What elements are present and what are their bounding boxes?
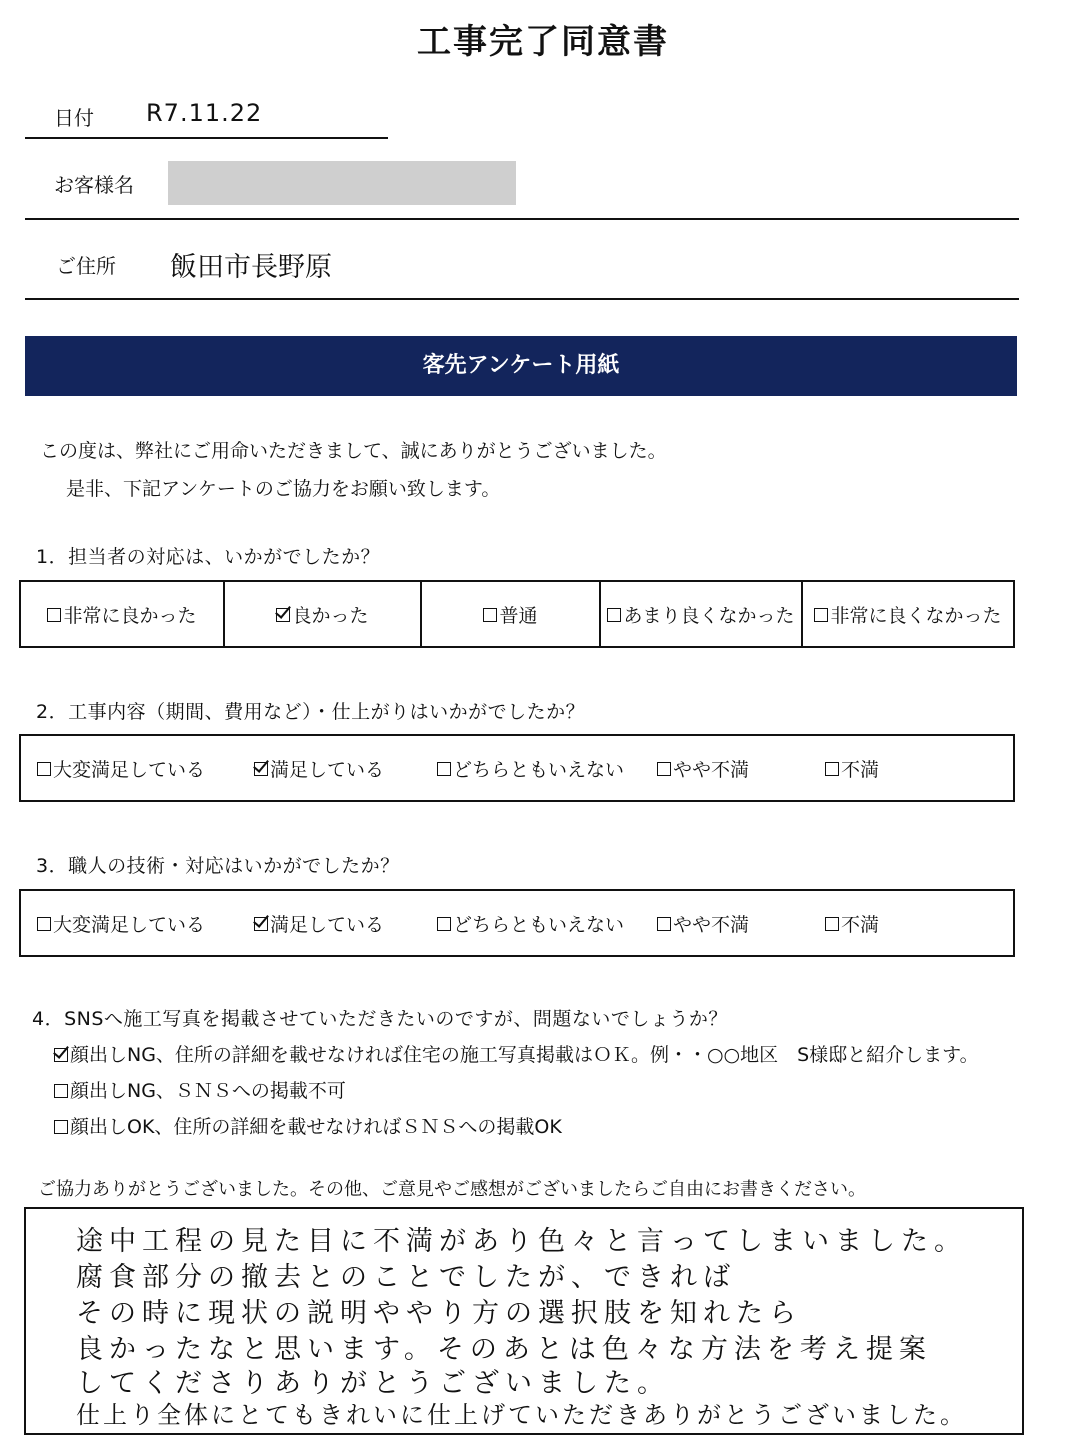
- checked-checkbox-icon[interactable]: [54, 1048, 68, 1062]
- q1-options: [19, 580, 1015, 648]
- q2-option[interactable]: やや不満: [657, 736, 749, 800]
- checked-checkbox-icon[interactable]: [276, 608, 290, 622]
- date-label: 日付: [54, 106, 94, 130]
- q2-text: 2．工事内容（期間、費用など）・仕上がりはいかがでしたか？: [36, 701, 586, 723]
- date-value: R7.11.22: [146, 99, 263, 127]
- checked-checkbox-icon[interactable]: [254, 917, 268, 931]
- q4-text: 4．SNSへ施工写真を掲載させていただきたいのですが、問題ないでしょうか？: [32, 1008, 728, 1030]
- q3-text: 3．職人の技術・対応はいかがでしたか？: [36, 855, 400, 877]
- checkbox-icon[interactable]: [54, 1120, 68, 1134]
- checkbox-icon[interactable]: [437, 917, 451, 931]
- checked-checkbox-icon[interactable]: [254, 762, 268, 776]
- customer-label: お客様名: [54, 173, 134, 197]
- date-underline: [25, 137, 388, 139]
- checkbox-icon[interactable]: [607, 608, 621, 622]
- checkbox-icon[interactable]: [657, 762, 671, 776]
- checkbox-icon[interactable]: [814, 608, 828, 622]
- q2-option[interactable]: 大変満足している: [37, 736, 205, 800]
- intro-line-2: 是非、下記アンケートのご協力をお願い致します。: [66, 478, 501, 500]
- q1-option[interactable]: 非常に良かった: [21, 582, 223, 646]
- q3-option[interactable]: どちらともいえない: [437, 891, 624, 955]
- comment-prompt: ご協力ありがとうございました。その他、ご意見やご感想がございましたらご自由にお書きください。: [38, 1179, 866, 1200]
- q2-option[interactable]: どちらともいえない: [437, 736, 624, 800]
- document-title: 工事完了同意書: [417, 22, 669, 62]
- comment-box: [24, 1207, 1024, 1435]
- customer-name-redaction: [168, 161, 516, 205]
- checkbox-icon[interactable]: [825, 917, 839, 931]
- comment-line: 仕上り全体にとてもきれいに仕上げていただきありがとうございました。: [76, 1401, 967, 1429]
- q1-option[interactable]: 非常に良くなかった: [801, 582, 1013, 646]
- q2-option[interactable]: 不満: [825, 736, 879, 800]
- checkbox-icon[interactable]: [37, 917, 51, 931]
- checkbox-icon[interactable]: [657, 917, 671, 931]
- address-label: ご住所: [56, 254, 116, 278]
- checkbox-icon[interactable]: [54, 1084, 68, 1098]
- q4-option[interactable]: 顔出しNG、ＳＮＳへの掲載不可: [54, 1076, 346, 1103]
- comment-line: 腐食部分の撤去とのことでしたが、できれば: [76, 1262, 736, 1293]
- checkbox-icon[interactable]: [483, 608, 497, 622]
- customer-underline: [25, 218, 1019, 220]
- checkbox-icon[interactable]: [437, 762, 451, 776]
- q3-option[interactable]: 大変満足している: [37, 891, 205, 955]
- q1-option[interactable]: あまり良くなかった: [599, 582, 801, 646]
- q3-option[interactable]: 満足している: [254, 891, 384, 955]
- comment-line: 良かったなと思います。そのあとは色々な方法を考え提案: [76, 1334, 932, 1365]
- intro-line-1: この度は、弊社にご用命いただきまして、誠にありがとうございました。: [40, 440, 667, 462]
- address-underline: [25, 298, 1019, 300]
- q1-option[interactable]: 良かった: [223, 582, 420, 646]
- q4-option[interactable]: 顔出しNG、住所の詳細を載せなければ住宅の施工写真掲載はＯＫ。例・・○○地区 S様邸と紹介します。: [54, 1040, 979, 1067]
- address-value: 飯田市長野原: [170, 252, 332, 283]
- q4-option[interactable]: 顔出しOK、住所の詳細を載せなければＳＮＳへの掲載OK: [54, 1112, 562, 1139]
- checkbox-icon[interactable]: [47, 608, 61, 622]
- comment-line: その時に現状の説明ややり方の選択肢を知れたら: [76, 1298, 802, 1329]
- q1-option[interactable]: 普通: [420, 582, 599, 646]
- q3-options: [19, 889, 1015, 957]
- checkbox-icon[interactable]: [825, 762, 839, 776]
- q2-options: [19, 734, 1015, 802]
- q3-option[interactable]: 不満: [825, 891, 879, 955]
- q2-option[interactable]: 満足している: [254, 736, 384, 800]
- q3-option[interactable]: やや不満: [657, 891, 749, 955]
- survey-banner: 客先アンケート用紙: [25, 336, 1017, 396]
- comment-line: してくださりありがとうございました。: [76, 1368, 670, 1399]
- comment-line: 途中工程の見た目に不満があり色々と言ってしまいました。: [76, 1226, 967, 1257]
- q1-text: 1．担当者の対応は、いかがでしたか？: [36, 546, 381, 568]
- checkbox-icon[interactable]: [37, 762, 51, 776]
